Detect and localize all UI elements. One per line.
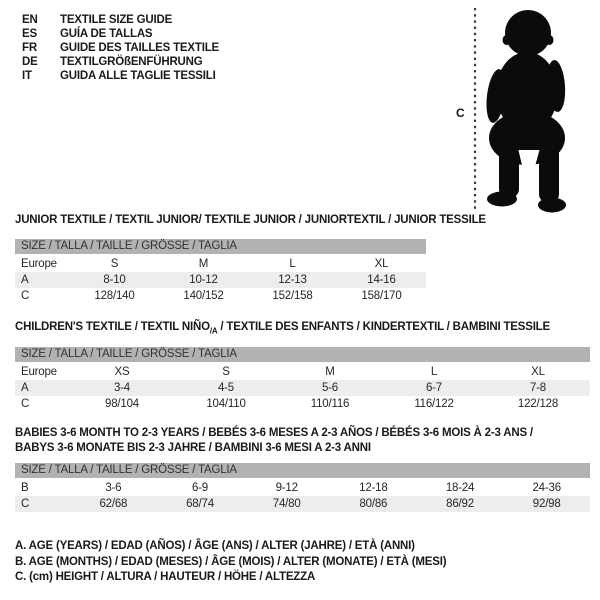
size-cell: S	[222, 366, 230, 378]
footnotes	[15, 539, 446, 586]
value-cell: 110/116	[310, 398, 350, 410]
row-label: B	[21, 482, 29, 494]
value-cell: 12-13	[278, 274, 307, 286]
value-cell: 68/74	[186, 498, 214, 510]
title-text: CHILDREN'S TEXTILE / TEXTIL NIÑO	[15, 321, 210, 333]
value-cell: 12-18	[359, 482, 388, 494]
footnote-c: C. (cm) HEIGHT / ALTURA / HAUTEUR / HÖHE / ALTEZZA	[15, 571, 316, 583]
table-row	[15, 256, 426, 272]
value-cell: 74/80	[272, 498, 301, 510]
row-label: Europe	[21, 258, 57, 270]
table-row	[15, 480, 590, 496]
size-cell: M	[325, 366, 335, 378]
height-measure-figure	[455, 0, 595, 216]
table-row	[15, 380, 590, 396]
language-label: TEXTILGRÖßENFÜHRUNG	[60, 56, 203, 68]
value-cell: 158/170	[361, 290, 402, 302]
value-cell: 140/152	[183, 290, 224, 302]
language-code: IT	[22, 70, 32, 82]
table-row	[15, 288, 426, 304]
language-label: GUIDE DES TAILLES TEXTILE	[60, 42, 219, 54]
babies-title-line1: BABIES 3-6 MONTH TO 2-3 YEARS / BEBÉS 3-6 MESES A 2-3 AÑOS / BÉBÉS 3-6 MOIS À 2-3 ANS /	[15, 427, 533, 439]
language-code: EN	[22, 14, 38, 26]
junior-section-title: JUNIOR TEXTILE / TEXTIL JUNIOR/ TEXTILE JUNIOR / JUNIORTEXTIL / JUNIOR TESSILE	[15, 214, 486, 226]
language-row	[22, 55, 219, 69]
table-header: SIZE / TALLA / TAILLE / GRÖSSE / TAGLIA	[15, 347, 590, 362]
table-header: SIZE / TALLA / TAILLE / GRÖSSE / TAGLIA	[15, 239, 426, 254]
value-cell: 116/122	[414, 398, 454, 410]
language-row	[22, 27, 219, 41]
height-measure-label: C	[456, 106, 465, 120]
value-cell: 128/140	[94, 290, 135, 302]
language-list	[22, 13, 219, 83]
row-label: Europe	[21, 366, 57, 378]
row-label: C	[21, 498, 30, 510]
children-size-table	[15, 347, 590, 412]
row-label: C	[21, 398, 30, 410]
size-cell: XL	[531, 366, 545, 378]
title-text: / TEXTILE DES ENFANTS / KINDERTEXTIL / BAMBINI TESSILE	[217, 321, 550, 333]
value-cell: 7-8	[529, 382, 547, 394]
value-cell: 6-7	[425, 382, 443, 394]
value-cell: 98/104	[105, 398, 139, 410]
language-row	[22, 69, 219, 83]
value-cell: 6-9	[191, 482, 209, 494]
junior-size-table	[15, 239, 426, 304]
value-cell: 14-16	[367, 274, 396, 286]
table-row	[15, 364, 590, 380]
value-cell: 3-6	[105, 482, 122, 494]
babies-size-table	[15, 463, 590, 512]
value-cell: 104/110	[206, 398, 246, 410]
title-subscript: /A	[209, 326, 218, 336]
language-code: FR	[22, 42, 37, 54]
table-row	[15, 496, 590, 512]
size-cell: L	[430, 366, 438, 378]
value-cell: 92/98	[532, 498, 561, 510]
value-cell: 122/128	[517, 398, 559, 410]
table-header: SIZE / TALLA / TAILLE / GRÖSSE / TAGLIA	[15, 463, 590, 478]
table-row	[15, 272, 426, 288]
row-label: A	[21, 382, 29, 394]
value-cell: 80/86	[359, 498, 388, 510]
value-cell: 4-5	[217, 382, 235, 394]
babies-section-title	[15, 426, 533, 456]
language-code: DE	[22, 56, 38, 68]
footnote-b: B. AGE (MONTHS) / EDAD (MESES) / ÂGE (MOIS) / ALTER (MONATE) / ETÀ (MESI)	[15, 555, 447, 568]
value-cell: 62/68	[99, 498, 128, 510]
baby-silhouette-icon	[455, 0, 595, 216]
value-cell: 86/92	[446, 498, 474, 510]
language-label: GUIDA ALLE TAGLIE TESSILI	[60, 70, 216, 82]
language-row	[22, 13, 219, 27]
footnote-a: A. AGE (YEARS) / EDAD (AÑOS) / ÂGE (ANS) / ALTER (JAHRE) / ETÀ (ANNI)	[15, 540, 415, 552]
value-cell: 152/158	[272, 290, 313, 302]
value-cell: 18-24	[445, 482, 475, 494]
value-cell: 3-4	[113, 382, 131, 394]
babies-title-line2: BABYS 3-6 MONATE BIS 2-3 JAHRE / BAMBINI 3-6 MESI A 2-3 ANNI	[15, 442, 371, 454]
value-cell: 10-12	[189, 274, 218, 286]
size-cell: XL	[374, 258, 389, 270]
language-label: TEXTILE SIZE GUIDE	[60, 14, 173, 26]
children-section-title	[15, 321, 550, 335]
value-cell: 8-10	[103, 274, 126, 286]
language-row	[22, 41, 219, 55]
value-cell: 9-12	[275, 482, 298, 494]
size-cell: M	[198, 258, 209, 270]
language-label: GUÍA DE TALLAS	[60, 28, 153, 40]
value-cell: 24-36	[532, 482, 561, 494]
size-cell: L	[289, 258, 296, 270]
row-label: C	[21, 290, 30, 302]
size-cell: S	[110, 258, 119, 270]
row-label: A	[21, 274, 29, 286]
table-row	[15, 396, 590, 412]
baby-silhouette	[484, 10, 567, 213]
value-cell: 5-6	[321, 382, 339, 394]
language-code: ES	[22, 28, 37, 40]
size-cell: XS	[114, 366, 130, 378]
